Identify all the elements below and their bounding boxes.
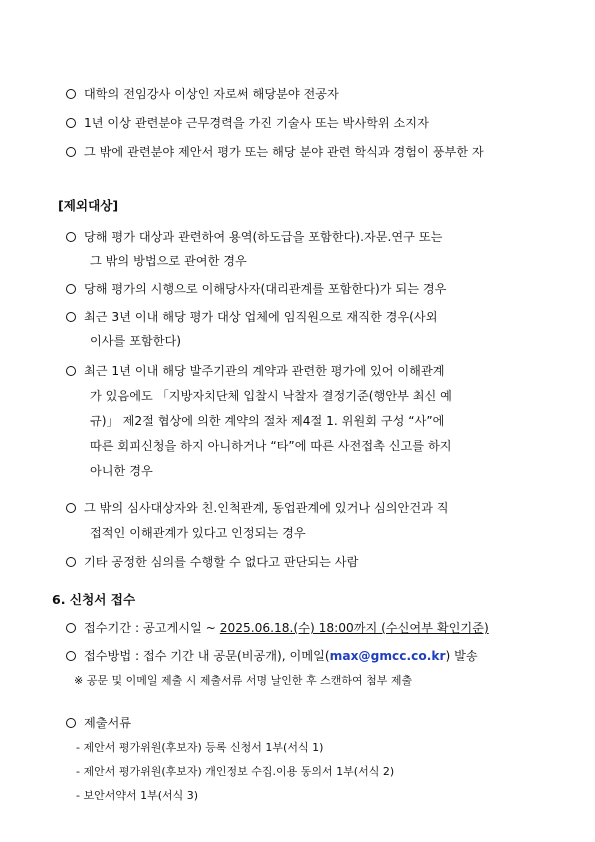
circle-bullet-icon [66,312,76,322]
circle-bullet-icon [66,651,76,661]
exclusion-item-cont: 아니한 경우 [90,464,153,478]
email-link[interactable]: max@gmcc.co.kr [329,649,446,663]
qualification-item: 그 밖에 관련분야 제안서 평가 또는 해당 분야 관련 학식과 경험이 풍부한 자 [66,144,484,160]
period-item [66,620,489,636]
exclusion-item-cont: 접적인 이해관계가 있다고 인정되는 경우 [90,526,306,540]
exclusion-item: 최근 1년 이내 해당 발주기관의 계약과 관련한 평가에 있어 이해관계 [66,363,445,379]
doc-list-item: - 제안서 평가위원(후보자) 등록 신청서 1부(서식 1) [76,741,324,754]
circle-bullet-icon [66,147,76,157]
qualification-item: 대학의 전임강사 이상인 자로써 해당분야 전공자 [66,86,339,102]
exclusion-heading: [제외대상] [58,198,119,213]
circle-bullet-icon [66,503,76,513]
exclusion-item-cont: 이사를 포함한다) [90,334,182,348]
docs-title-item: 제출서류 [66,715,131,731]
circle-bullet-icon [66,366,76,376]
exclusion-item-cont: 따른 회피신청을 하지 아니하거나 “타”에 따른 사전접촉 신고를 하지 [90,439,452,453]
qualification-item: 1년 이상 관련분야 근무경력을 가진 기술사 또는 박사학위 소지자 [66,115,429,131]
exclusion-item-cont: 규)」 제2절 협상에 의한 계약의 절차 제4절 1. 위원회 구성 “사”에 [90,414,445,428]
exclusion-item: 당해 평가 대상과 관련하여 용역(하도급을 포함한다).자문.연구 또는 [66,229,442,245]
circle-bullet-icon [66,284,76,294]
exclusion-item-cont: 그 밖의 방법으로 관여한 경우 [90,254,247,268]
exclusion-item: 당해 평가의 시행으로 이해당사자(대리관계를 포함한다)가 되는 경우 [66,281,446,297]
exclusion-item-cont: 가 있음에도 「지방자치단체 입찰시 낙찰자 결정기준(행안부 최신 예 [90,389,452,403]
method-item: 접수방법 : 접수 기간 내 공문(비공개), 이메일(max@gmcc.co.kr) 발송 [66,648,478,664]
circle-bullet-icon [66,623,76,633]
period-deadline: 2025.06.18.(수) 18:00까지 (수신여부 확인기준) [219,621,489,635]
exclusion-item: 최근 3년 이내 해당 평가 대상 업체에 임직원으로 재직한 경우(사외 [66,309,437,325]
doc-list-item: - 제안서 평가위원(후보자) 개인정보 수집.이용 동의서 1부(서식 2) [76,765,395,778]
circle-bullet-icon [66,232,76,242]
doc-list-item: - 보안서약서 1부(서식 3) [76,789,199,802]
circle-bullet-icon [66,718,76,728]
period-label: 접수기간 : 공고게시일 ~ [84,621,220,635]
circle-bullet-icon [66,118,76,128]
circle-bullet-icon [66,557,76,567]
exclusion-item: 그 밖의 심사대상자와 친.인척관계, 동업관계에 있거나 심의안건과 직 [66,500,449,516]
section-title: 6. 신청서 접수 [52,592,136,607]
submission-note: ※ 공문 및 이메일 제출 시 제출서류 서명 날인한 후 스캔하여 첨부 제출 [74,674,413,687]
exclusion-item: 기타 공정한 심의를 수행할 수 없다고 판단되는 사람 [66,554,358,570]
circle-bullet-icon [66,89,76,99]
